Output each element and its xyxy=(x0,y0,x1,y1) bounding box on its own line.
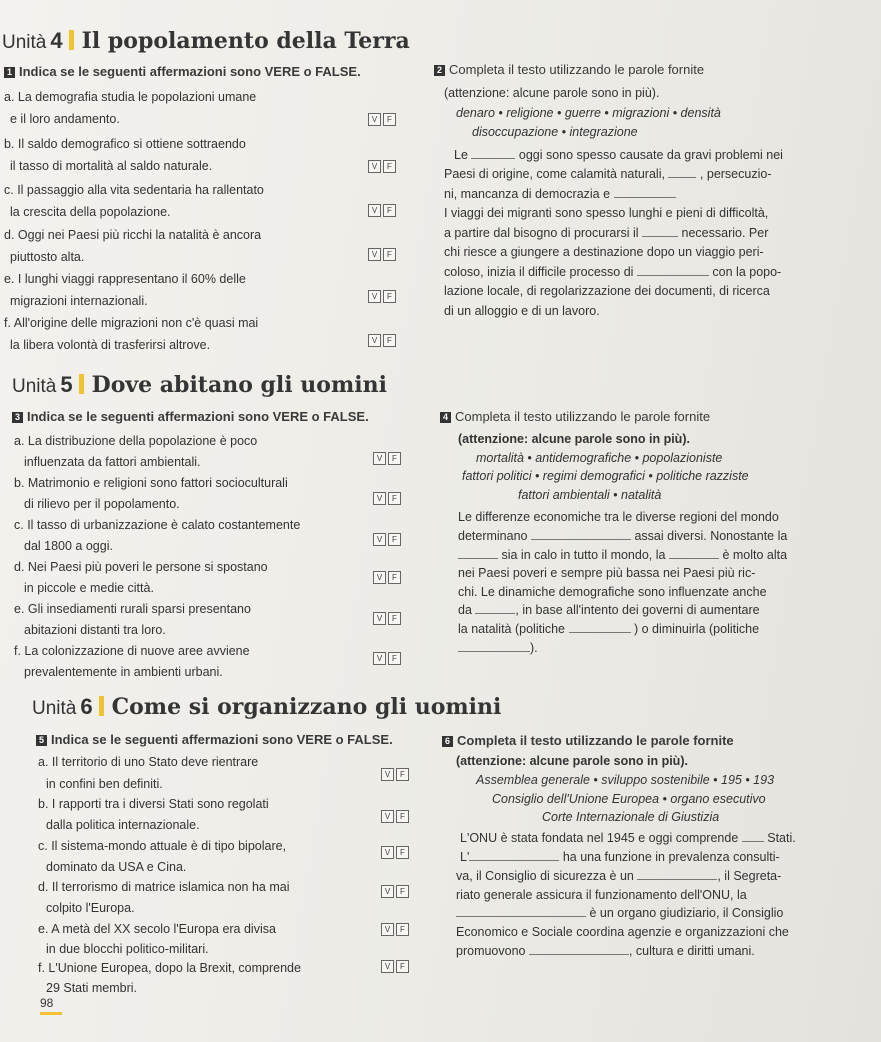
true-false-box[interactable]: V F xyxy=(373,492,401,505)
true-false-box[interactable]: V F xyxy=(381,846,409,859)
true-false-box[interactable]: V F xyxy=(368,204,396,217)
answer-blank[interactable] xyxy=(531,529,631,540)
true-false-box[interactable]: V F xyxy=(373,652,401,665)
ex3-line: e. Gli insediamenti rurali sparsi presentano xyxy=(14,602,251,616)
true-false-box[interactable]: V F xyxy=(381,885,409,898)
answer-blank[interactable] xyxy=(475,603,515,614)
exercise-2-heading: 2 Completa il testo utilizzando le parole fornite xyxy=(434,62,704,77)
ex3-line: prevalentemente in ambienti urbani. xyxy=(24,665,223,679)
page-number: 98 xyxy=(40,996,54,1010)
true-false-box[interactable]: V F xyxy=(381,960,409,973)
exercise-4-text: (attenzione: alcune parole sono in più). mortalità • antidemografiche • popolazioniste fattori politici • regimi demografici • politiche razziste fattori ambientali • natalità Le differenze economiche tra le diverse regioni del mondo determinano assai diversi. Nonostante la sia in calo in tutto il mondo, la è molto alta nei Paesi poveri e sempre più bassa nei Paesi più ric- chi. Le dinamiche demografiche sono influenzate anche da , in base all'intento dei governi di aumentare la natalità (politiche ) o diminuirla (politiche ). xyxy=(458,432,788,655)
ex3-line: b. Matrimonio e religioni sono fattori socioculturali xyxy=(14,476,288,490)
ex1-line: b. Il saldo demografico si ottiene sottraendo xyxy=(4,137,246,151)
ex1-line: f. All'origine delle migrazioni non c'è quasi mai xyxy=(4,316,259,330)
answer-blank[interactable] xyxy=(668,167,696,178)
answer-blank[interactable] xyxy=(569,622,631,633)
true-false-box[interactable]: V F xyxy=(368,248,396,261)
exercise-6-text: (attenzione: alcune parole sono in più). Assemblea generale • sviluppo sostenibile • 195 • 193 Consiglio dell'Unione Europea • organo esecutivo Corte Internazionale di Giustizia L'ONU è stata fondata nel 1945 e oggi comprende Stati. L' ha una funzione in prevalenza consulti- va, il Consiglio di sicurezza è un , il Segreta- riato generale assicura il funzionamento dell'ONU, la è un organo giudiziario, il Consiglio Economico e Sociale coordina agenzie e organizzazioni che promuovono , cultura e diritti umani. xyxy=(456,754,796,958)
answer-blank[interactable] xyxy=(471,148,515,159)
page-number-underline xyxy=(40,1012,62,1015)
ex5-line: e. A metà del XX secolo l'Europa era divisa xyxy=(38,922,276,936)
exercise-3-heading: 3 Indica se le seguenti affermazioni sono VERE o FALSE. xyxy=(12,409,369,424)
answer-blank[interactable] xyxy=(456,906,586,917)
ex5-line: b. I rapporti tra i diversi Stati sono regolati xyxy=(38,797,269,811)
ex3-line: c. Il tasso di urbanizzazione è calato costantemente xyxy=(14,518,301,532)
answer-blank[interactable] xyxy=(614,187,676,198)
ex3-line: influenzata da fattori ambientali. xyxy=(24,455,201,469)
ex1-line: la crescita della popolazione. xyxy=(10,205,171,219)
true-false-box[interactable]: V F xyxy=(373,533,401,546)
answer-blank[interactable] xyxy=(669,548,719,559)
answer-blank[interactable] xyxy=(742,831,764,842)
true-false-box[interactable]: V F xyxy=(368,160,396,173)
answer-blank[interactable] xyxy=(637,265,709,276)
ex3-line: abitazioni distanti tra loro. xyxy=(24,623,166,637)
exercise-5-heading: 5 Indica se le seguenti affermazioni sono VERE o FALSE. xyxy=(36,732,393,747)
exercise-6-heading: 6 Completa il testo utilizzando le parole fornite xyxy=(442,733,734,748)
ex3-line: d. Nei Paesi più poveri le persone si spostano xyxy=(14,560,268,574)
answer-blank[interactable] xyxy=(642,226,678,237)
ex1-line: a. La demografia studia le popolazioni umane xyxy=(4,90,257,104)
unit-5-title: Unità 5 Dove abitano gli uomini xyxy=(12,372,387,398)
answer-blank[interactable] xyxy=(458,641,530,652)
ex1-line: e. I lunghi viaggi rappresentano il 60% delle xyxy=(4,272,246,286)
ex5-line: d. Il terrorismo di matrice islamica non ha mai xyxy=(38,880,290,894)
true-false-box[interactable]: V F xyxy=(368,113,396,126)
ex5-line: in confini ben definiti. xyxy=(46,777,163,791)
ex5-line: in due blocchi politico-militari. xyxy=(46,942,209,956)
ex3-line: dal 1800 a oggi. xyxy=(24,539,113,553)
ex3-line: in piccole e medie città. xyxy=(24,581,154,595)
true-false-box[interactable]: V F xyxy=(373,571,401,584)
ex5-line: dominato da USA e Cina. xyxy=(46,860,187,874)
ex3-line: f. La colonizzazione di nuove aree avviene xyxy=(14,644,250,658)
ex1-line: e il loro andamento. xyxy=(10,112,120,126)
true-false-box[interactable]: V F xyxy=(373,612,401,625)
true-false-box[interactable]: V F xyxy=(368,334,396,347)
true-false-box[interactable]: V F xyxy=(373,452,401,465)
exercise-4-heading: 4 Completa il testo utilizzando le parole fornite xyxy=(440,409,710,424)
ex1-line: il tasso di mortalità al saldo naturale. xyxy=(10,159,213,173)
answer-blank[interactable] xyxy=(529,944,629,955)
true-false-box[interactable]: V F xyxy=(381,923,409,936)
answer-blank[interactable] xyxy=(637,869,717,880)
ex1-line: migrazioni internazionali. xyxy=(10,294,148,308)
ex3-line: a. La distribuzione della popolazione è poco xyxy=(14,434,258,448)
ex1-line: d. Oggi nei Paesi più ricchi la natalità è ancora xyxy=(4,228,262,242)
answer-blank[interactable] xyxy=(458,548,498,559)
ex1-line: piuttosto alta. xyxy=(10,250,85,264)
exercise-1-heading: 1 Indica se le seguenti affermazioni sono VERE o FALSE. xyxy=(4,64,361,79)
ex5-line: f. L'Unione Europea, dopo la Brexit, comprende xyxy=(38,961,301,975)
ex1-line: la libera volontà di trasferirsi altrove. xyxy=(10,338,211,352)
true-false-box[interactable]: V F xyxy=(368,290,396,303)
ex5-line: a. Il territorio di uno Stato deve rientrare xyxy=(38,755,259,769)
ex5-line: c. Il sistema-mondo attuale è di tipo bipolare, xyxy=(38,839,287,853)
unit-6-title: Unità 6 Come si organizzano gli uomini xyxy=(32,694,502,720)
true-false-box[interactable]: V F xyxy=(381,768,409,781)
ex5-line: dalla politica internazionale. xyxy=(46,818,200,832)
unit-4-title: Unità 4 Il popolamento della Terra xyxy=(2,28,410,54)
ex1-line: c. Il passaggio alla vita sedentaria ha rallentato xyxy=(4,183,264,197)
exercise-2-text: (attenzione: alcune parole sono in più). denaro • religione • guerre • migrazioni • densità disoccupazione • integrazione Le oggi sono spesso causate da gravi problemi nei Paesi di origine, come calamità naturali, , persecuzio- ni, mancanza di democrazia e I viaggi dei migranti sono spesso lunghi e pieni di difficoltà, a partire dal bisogno di procurarsi il necessario. Per chi riesce a giungere a destinazione dopo un viaggio peri- coloso, inizia il difficile processo di con la popo- lazione locale, di regolarizzazione dei documenti, di ricerca di un alloggio e di un lavoro. xyxy=(444,86,783,318)
true-false-box[interactable]: V F xyxy=(381,810,409,823)
ex5-line: colpito l'Europa. xyxy=(46,901,135,915)
ex3-line: di rilievo per il popolamento. xyxy=(24,497,180,511)
ex5-line: 29 Stati membri. xyxy=(46,981,138,995)
answer-blank[interactable] xyxy=(469,850,559,861)
